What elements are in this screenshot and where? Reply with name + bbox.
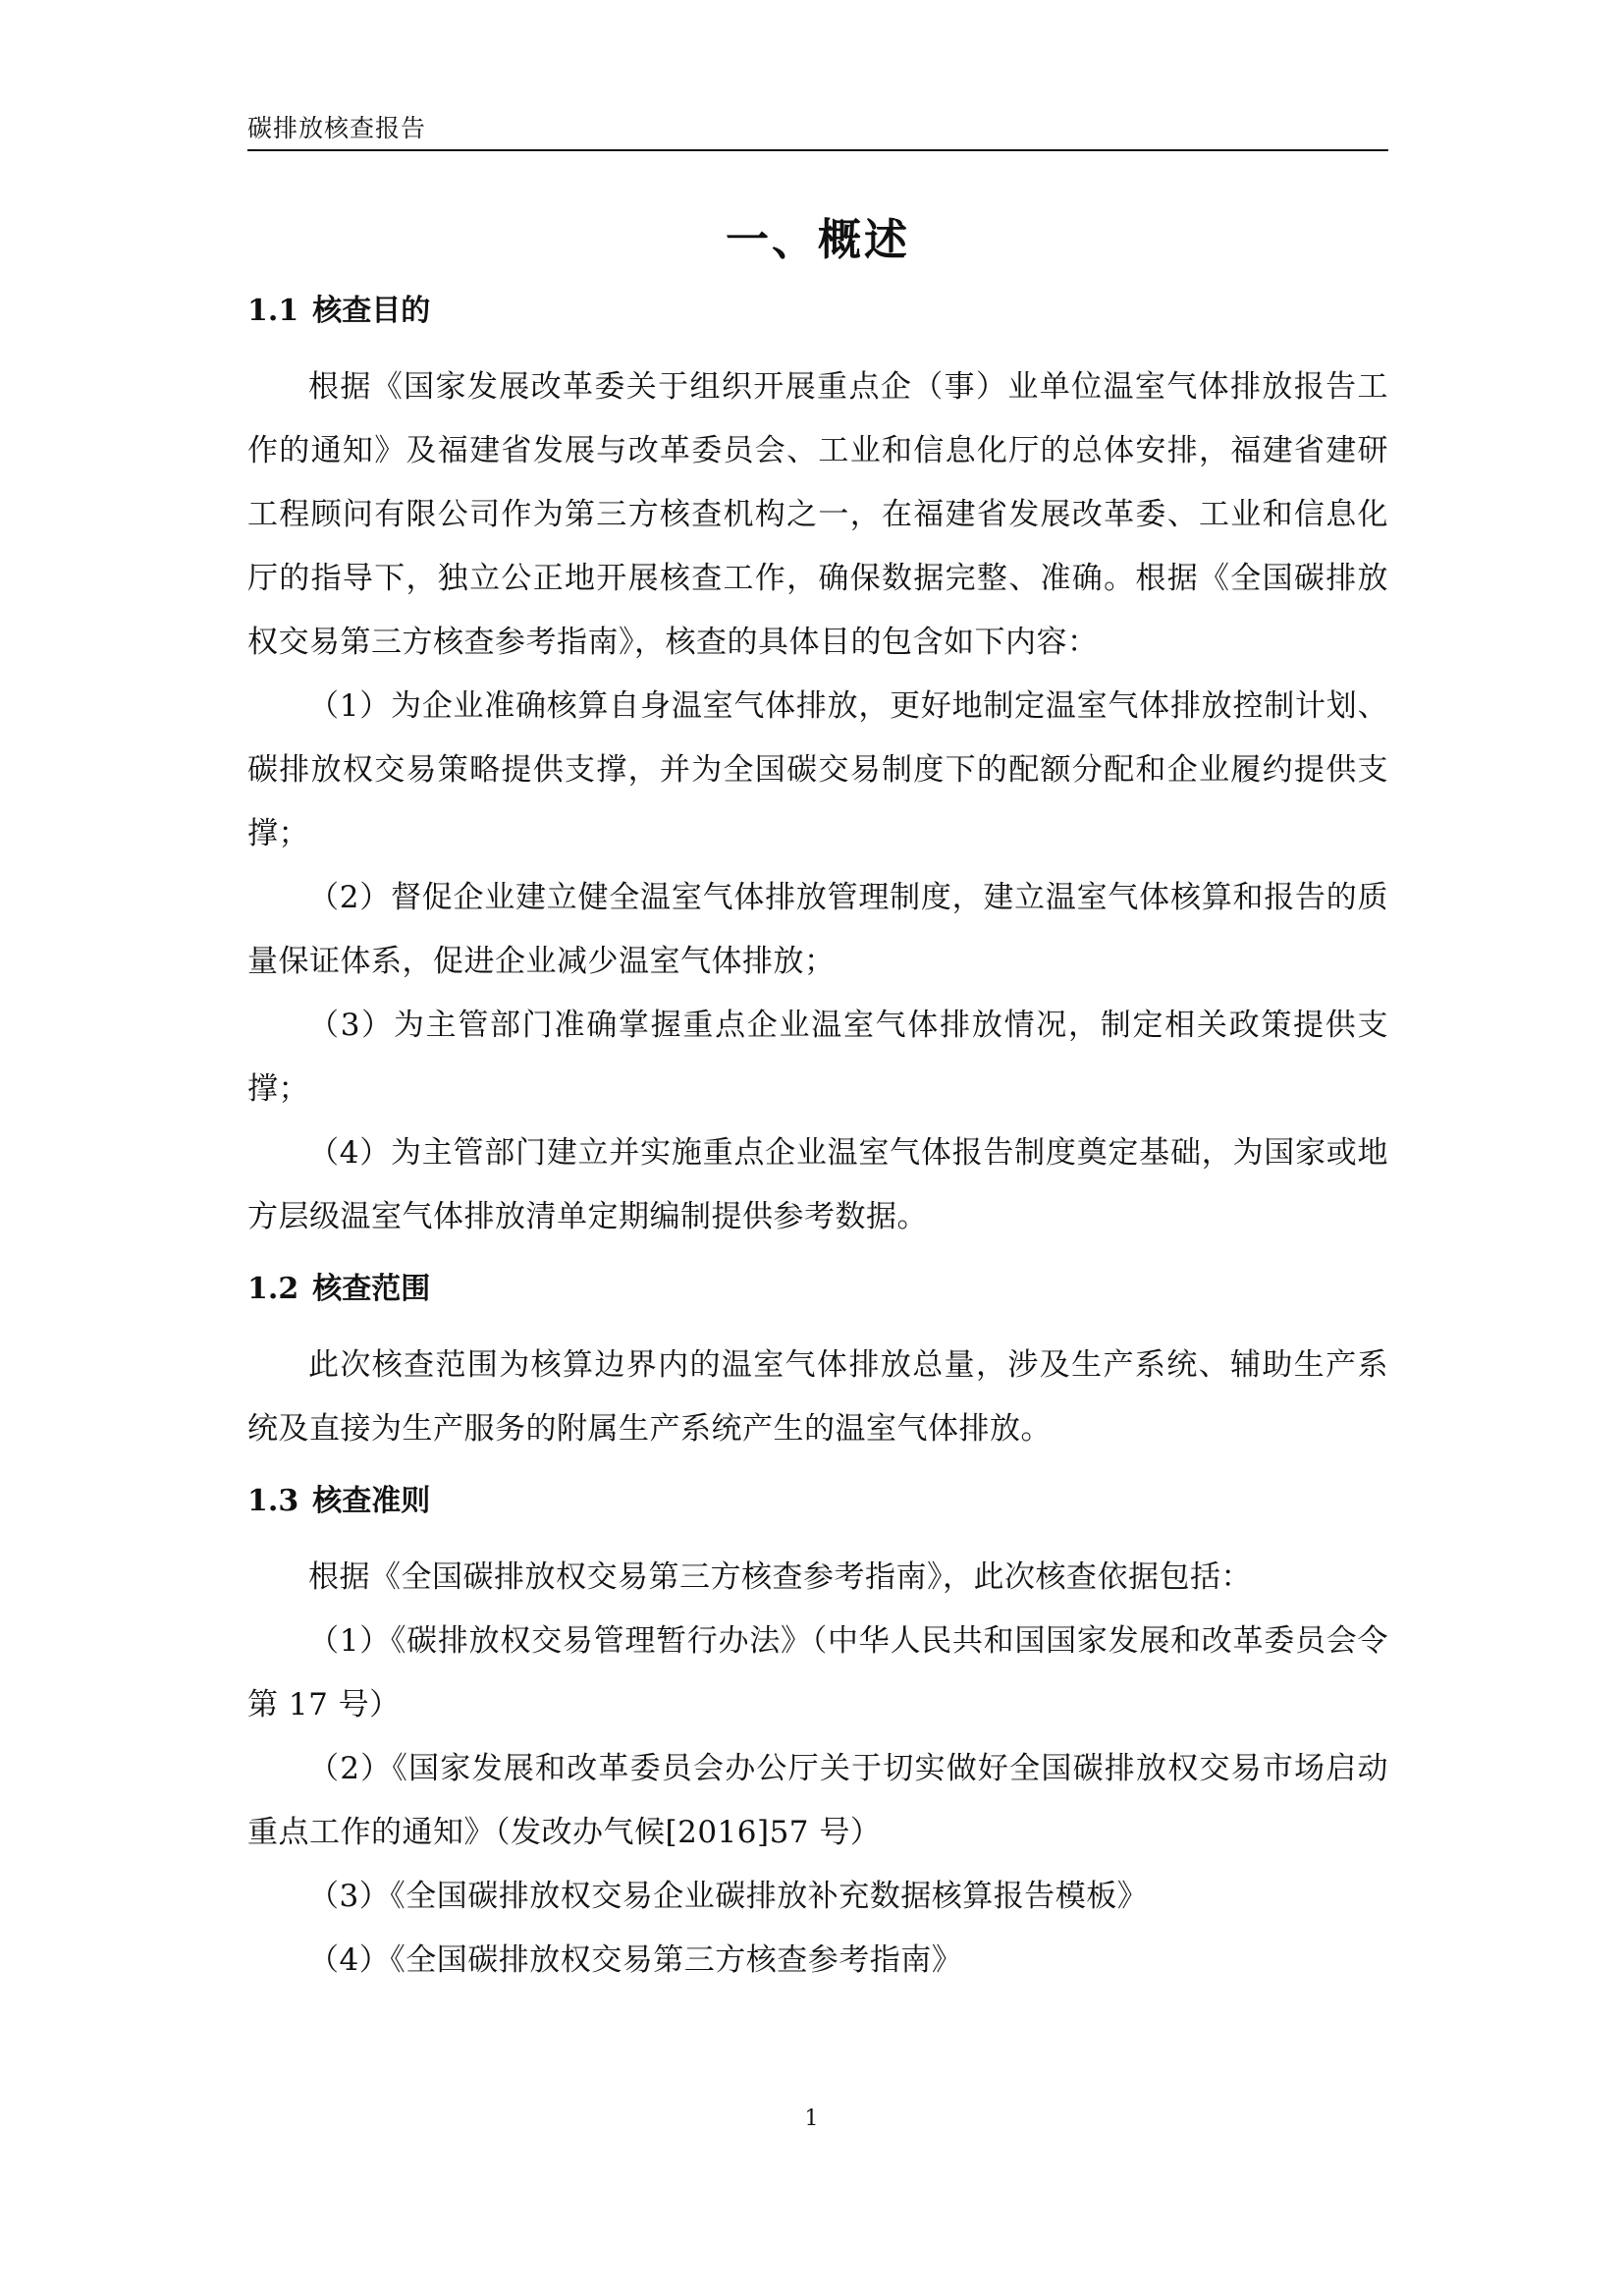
- section-heading: [247, 1271, 1388, 1308]
- paragraph: 此次核查范围为核算边界内的温室气体排放总量，涉及生产系统、辅助生产系统及直接为生产服务的附属生产系统产生的温室气体排放。: [247, 1347, 1388, 1447]
- list-item: （2）《国家发展和改革委员会办公厅关于切实做好全国碳排放权交易市场启动重点工作的通知》（发改办气候[2016]57 号）: [247, 1751, 1388, 1850]
- section-number: 1.1: [247, 294, 299, 328]
- list-item: （3）《全国碳排放权交易企业碳排放补充数据核算报告模板》: [308, 1879, 1149, 1914]
- list-item: （4）为主管部门建立并实施重点企业温室气体报告制度奠定基础，为国家或地方层级温室气体排放清单定期编制提供参考数据。: [247, 1135, 1388, 1234]
- list-item: （1）《碳排放权交易管理暂行办法》（中华人民共和国国家发展和改革委员会令第 17 号）: [247, 1623, 1388, 1722]
- section-title: 核查准则: [312, 1484, 431, 1518]
- section-title: 核查目的: [312, 294, 431, 328]
- section-number: 1.2: [247, 1272, 299, 1306]
- list-item: （3）为主管部门准确掌握重点企业温室气体排放情况，制定相关政策提供支撑；: [247, 1008, 1388, 1107]
- section-title: 核查范围: [312, 1272, 431, 1306]
- list-item: （1）为企业准确核算自身温室气体排放，更好地制定温室气体排放控制计划、碳排放权交易策略提供支撑，并为全国碳交易制度下的配额分配和企业履约提供支撑；: [247, 688, 1388, 851]
- paragraph: 根据《国家发展改革委关于组织开展重点企（事）业单位温室气体排放报告工作的通知》及福建省发展与改革委员会、工业和信息化厅的总体安排，福建省建研工程顾问有限公司作为第三方核查机构之一，在福建省发展改革委、工业和信息化厅的指导下，独立公正地开展核查工作，确保数据完整、准确。根据《全国碳排放权交易第三方核查参考指南》，核查的具体目的包含如下内容：: [247, 369, 1388, 660]
- paragraph: 根据《全国碳排放权交易第三方核查参考指南》，此次核查依据包括：: [308, 1559, 1252, 1595]
- chapter-title: 一、概述: [726, 215, 910, 265]
- section-scope: [247, 1271, 1388, 1461]
- page-number: 1: [804, 2106, 819, 2131]
- section-purpose: [247, 293, 1388, 1249]
- running-header: 碳排放核查报告: [247, 114, 427, 142]
- list-item: （4）《全国碳排放权交易第三方核查参考指南》: [308, 1942, 963, 1978]
- list-item: （2）督促企业建立健全温室气体排放管理制度，建立温室气体核算和报告的质量保证体系，促进企业减少温室气体排放；: [247, 880, 1388, 979]
- page-content: [247, 206, 1388, 1993]
- section-criteria: [247, 1483, 1388, 1993]
- header-rule: [247, 149, 1388, 151]
- section-heading: [247, 293, 1388, 330]
- section-number: 1.3: [247, 1484, 299, 1518]
- section-heading: [247, 1483, 1388, 1520]
